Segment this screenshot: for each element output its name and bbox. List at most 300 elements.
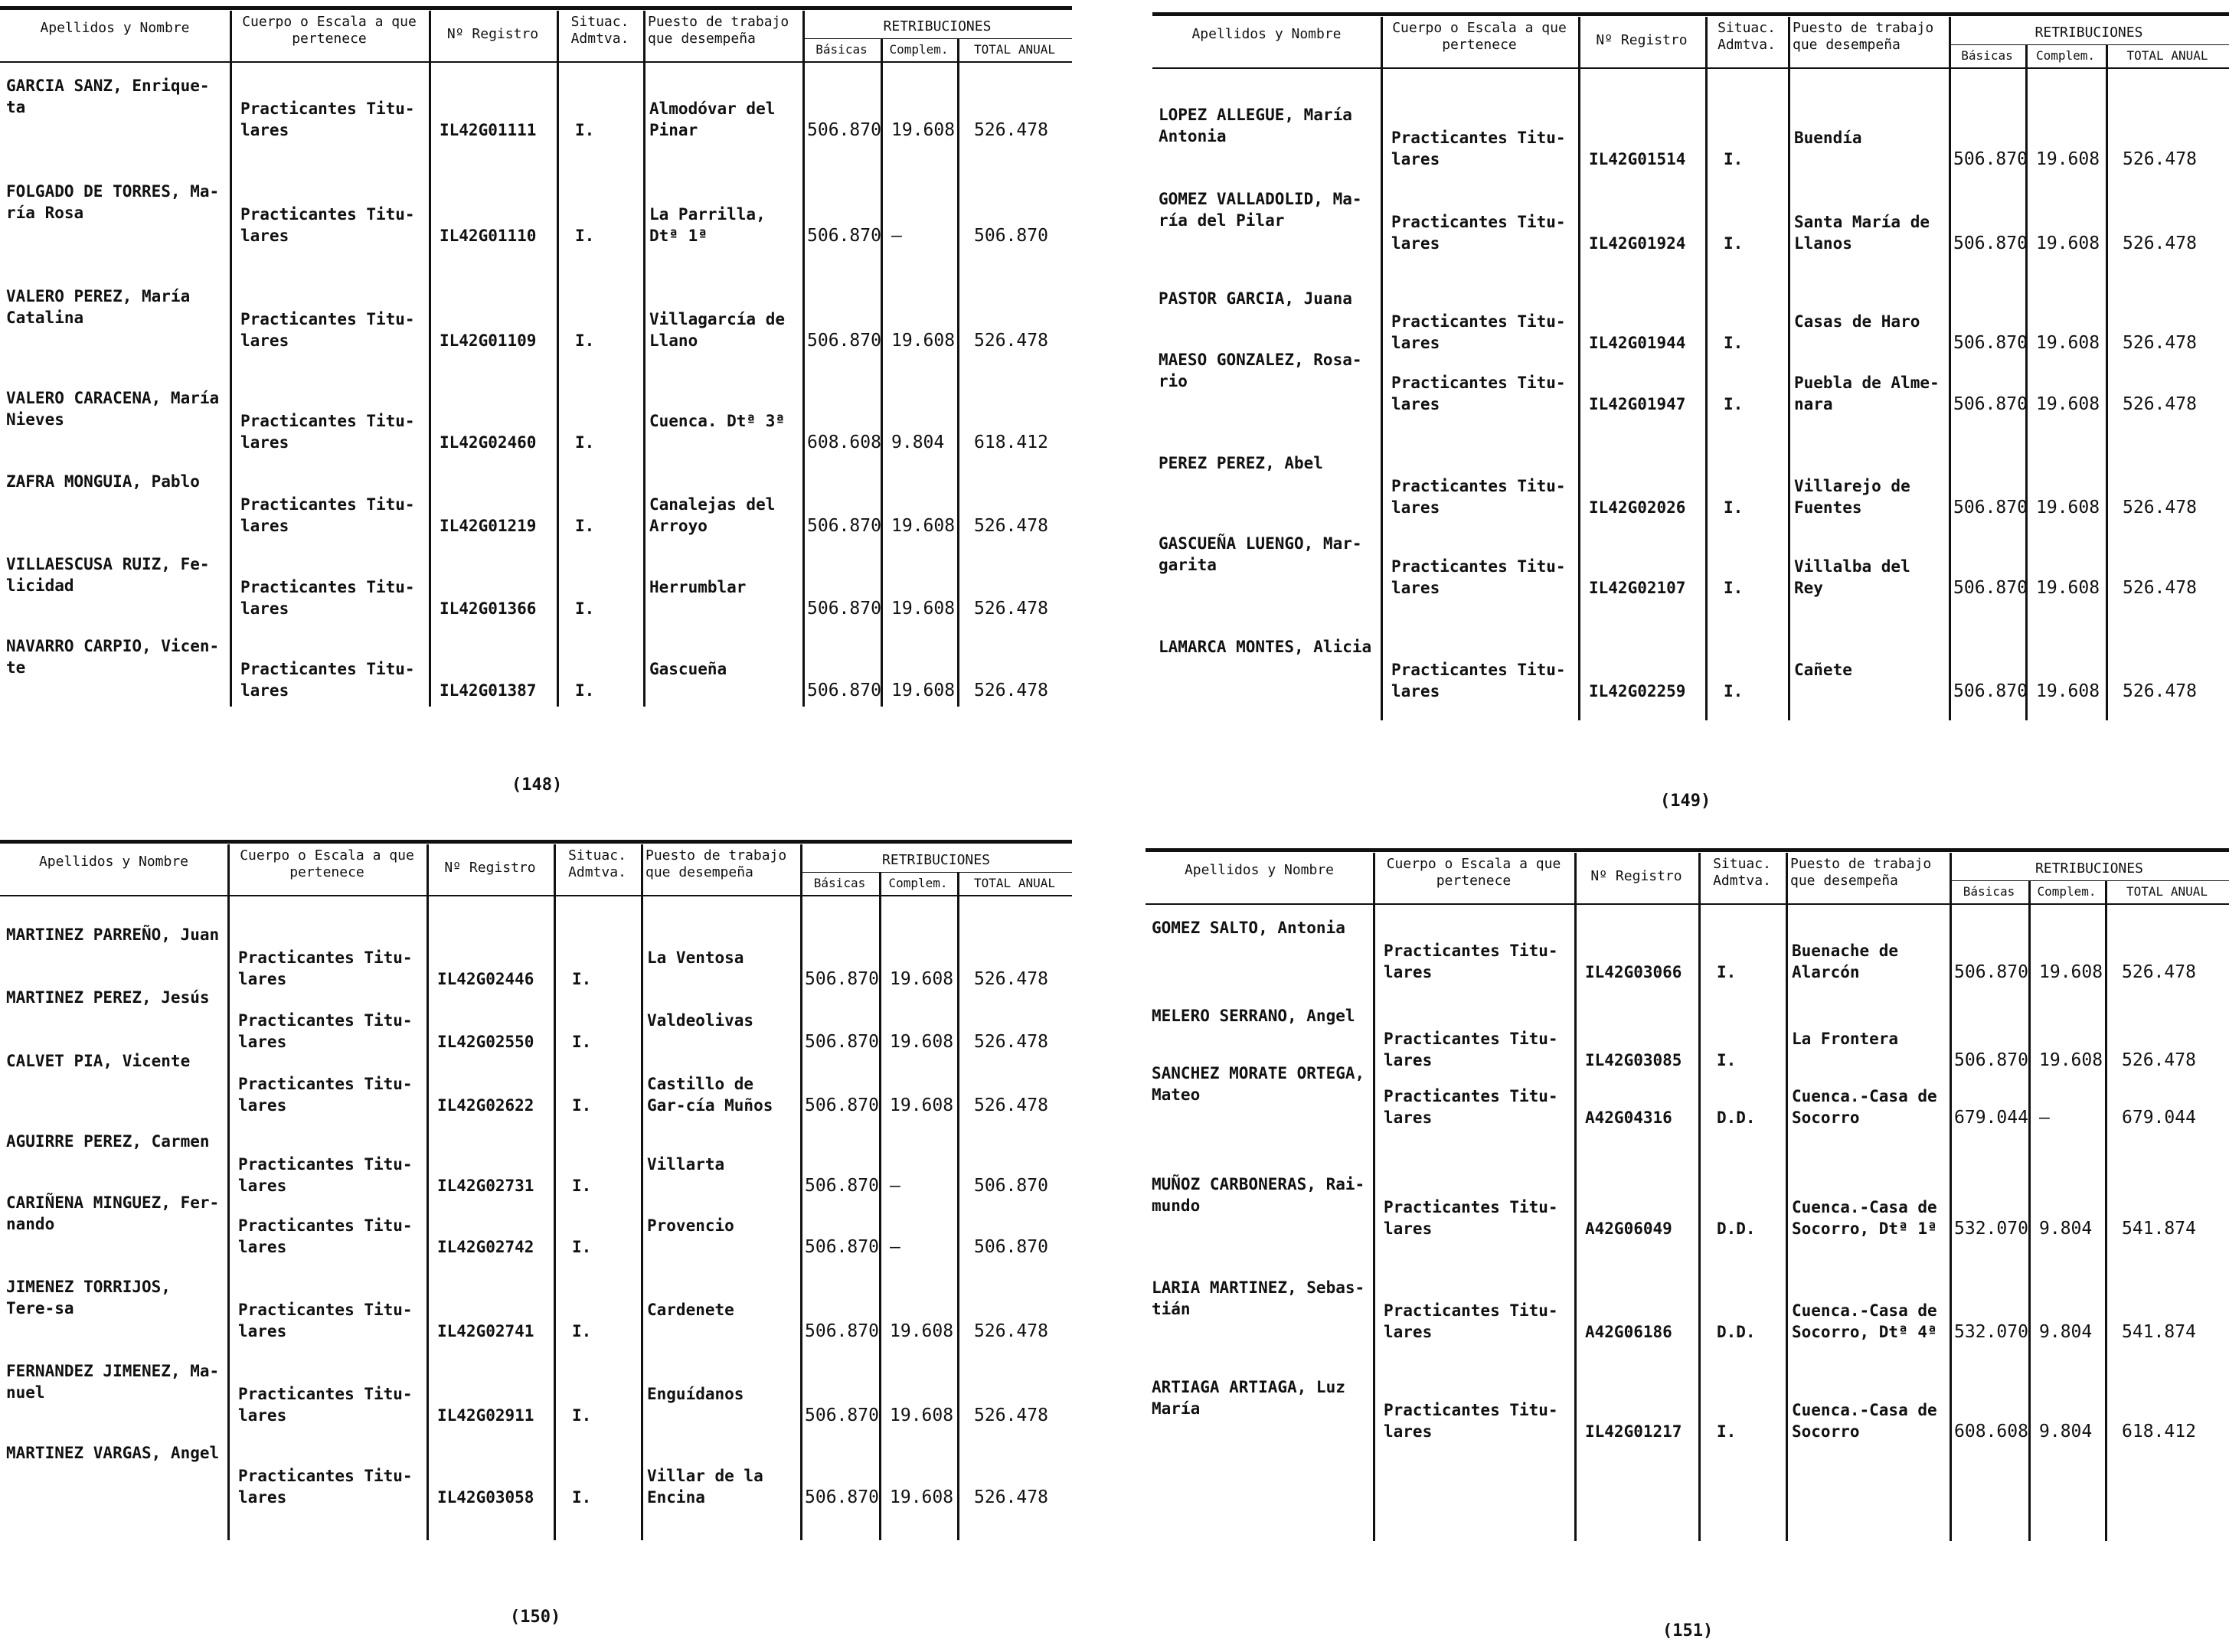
table-row — [0, 1276, 1072, 1360]
retribuciones-rule — [1949, 44, 2229, 45]
registro-value: IL42G02731 — [437, 1177, 534, 1195]
table-row — [1152, 188, 2229, 273]
registro-value: IL42G01217 — [1585, 1422, 1682, 1441]
complem-value: 19.608 — [2036, 578, 2100, 598]
puesto-value: Villar de la Encina — [647, 1467, 763, 1507]
total-value: 526.478 — [974, 120, 1048, 140]
complem-value: — — [891, 226, 902, 246]
registro-value: IL42G02446 — [437, 970, 534, 988]
complem-value: 19.608 — [2036, 681, 2100, 701]
basicas-value: 506.870 — [807, 226, 881, 246]
cuerpo-value: Practicantes Titu-lares — [240, 100, 415, 139]
total-value: 526.478 — [2123, 681, 2197, 701]
cuerpo-value: Practicantes Titu-lares — [1391, 557, 1566, 597]
complem-value: 19.608 — [890, 1406, 954, 1425]
header-registro: Nº Registro — [446, 26, 539, 42]
header-rule — [0, 61, 1072, 63]
basicas-value: 506.870 — [805, 1095, 879, 1115]
situac-value: I. — [1717, 963, 1737, 981]
basicas-value: 532.070 — [1954, 1219, 2028, 1239]
registro-value: IL42G01947 — [1589, 395, 1686, 413]
total-value: 618.412 — [974, 433, 1048, 452]
situac-value: I. — [1724, 334, 1744, 352]
registro-value: IL42G03066 — [1585, 963, 1682, 981]
puesto-value: Villalba del Rey — [1794, 557, 1910, 597]
table-panel — [1152, 12, 2229, 822]
employee-name: LAMARCA MONTES, Alicia — [1159, 638, 1372, 656]
table-row — [1152, 533, 2229, 617]
header-situac: Situac. Admtva. — [1718, 20, 1776, 53]
employee-name: CALVET PIA, Vicente — [6, 1052, 191, 1070]
header-name: Apellidos y Nombre — [40, 20, 190, 36]
complem-value: 19.608 — [2039, 1050, 2103, 1070]
employee-name: NAVARRO CARPIO, Vicen-te — [6, 637, 220, 677]
header-cuerpo: Cuerpo o Escala a que pertenece — [1386, 856, 1561, 889]
basicas-value: 506.870 — [807, 331, 881, 351]
basicas-value: 506.870 — [1953, 681, 2028, 701]
employee-name: GOMEZ SALTO, Antonia — [1152, 919, 1345, 937]
page-number: (149) — [1660, 792, 1711, 811]
registro-value: A42G06186 — [1585, 1323, 1672, 1341]
total-value: 526.478 — [2123, 394, 2197, 414]
situac-value: I. — [575, 599, 595, 618]
complem-value: 19.608 — [2036, 394, 2100, 414]
header-retribuciones: RETRIBUCIONES — [2035, 860, 2143, 877]
situac-value: I. — [1724, 150, 1744, 168]
header-puesto: Puesto de trabajo que desempeña — [1793, 20, 1934, 53]
total-value: 526.478 — [974, 516, 1048, 536]
situac-value: D.D. — [1717, 1323, 1756, 1341]
total-value: 526.478 — [974, 1406, 1048, 1425]
basicas-value: 506.870 — [805, 1237, 879, 1257]
employee-name: FERNANDEZ JIMENEZ, Ma-nuel — [6, 1362, 220, 1402]
cuerpo-value: Practicantes Titu-lares — [1391, 374, 1566, 413]
situac-value: I. — [575, 433, 595, 452]
total-value: 506.870 — [974, 1176, 1048, 1196]
situac-value: I. — [572, 970, 592, 988]
situac-value: I. — [1724, 682, 1744, 700]
puesto-value: Cuenca.-Casa de Socorro — [1792, 1087, 1937, 1127]
cuerpo-value: Practicantes Titu-lares — [240, 205, 415, 245]
table-row — [1146, 917, 2229, 1001]
header-puesto: Puesto de trabajo que desempeña — [645, 847, 787, 880]
employee-name: AGUIRRE PEREZ, Carmen — [6, 1132, 210, 1151]
registro-value: IL42G03085 — [1585, 1051, 1682, 1069]
basicas-value: 608.608 — [807, 433, 881, 452]
employee-name: LOPEZ ALLEGUE, María Antonia — [1159, 106, 1352, 145]
table-row — [1146, 1174, 2229, 1258]
table-panel — [1146, 848, 2229, 1652]
employee-name: MAESO GONZALEZ, Rosa-rio — [1159, 351, 1362, 390]
total-value: 526.478 — [974, 1321, 1048, 1341]
basicas-value: 506.870 — [1953, 578, 2028, 598]
puesto-value: Puebla de Alme-nara — [1794, 374, 1940, 413]
employee-name: PASTOR GARCIA, Juana — [1159, 289, 1352, 308]
puesto-value: Cuenca.-Casa de Socorro, Dtª 1ª — [1792, 1198, 1937, 1238]
complem-value: 19.608 — [890, 969, 954, 989]
employee-name: LARIA MARTINEZ, Sebas-tián — [1152, 1278, 1365, 1318]
registro-value: IL42G02622 — [437, 1096, 534, 1115]
basicas-value: 506.870 — [805, 1032, 879, 1052]
employee-name: VALERO CARACENA, María Nieves — [6, 389, 220, 429]
header-complem: Complem. — [2037, 884, 2097, 899]
puesto-value: Casas de Haro — [1794, 312, 1920, 331]
situac-value: I. — [575, 121, 595, 139]
table-row — [0, 1442, 1072, 1526]
situac-value: I. — [572, 1096, 592, 1115]
puesto-value: La Frontera — [1792, 1030, 1899, 1048]
basicas-value: 506.870 — [805, 1487, 879, 1507]
total-value: 526.478 — [2123, 578, 2197, 598]
complem-value: — — [2039, 1108, 2050, 1128]
total-value: 541.874 — [2122, 1322, 2196, 1342]
situac-value: I. — [1717, 1422, 1737, 1441]
employee-name: FOLGADO DE TORRES, Ma-ría Rosa — [6, 182, 220, 222]
table-row — [0, 635, 1072, 720]
situac-value: I. — [572, 1238, 592, 1256]
table-top-rule — [1152, 12, 2229, 16]
registro-value: IL42G02911 — [437, 1406, 534, 1425]
header-retribuciones: RETRIBUCIONES — [882, 852, 990, 868]
header-basicas: Básicas — [1963, 884, 2015, 899]
situac-value: I. — [572, 1322, 592, 1340]
situac-value: I. — [572, 1488, 592, 1507]
employee-name: MELERO SERRANO, Angel — [1152, 1007, 1355, 1025]
employee-name: GARCIA SANZ, Enrique-ta — [6, 77, 210, 116]
situac-value: I. — [572, 1177, 592, 1195]
total-value: 526.478 — [974, 1487, 1048, 1507]
table-row — [0, 181, 1072, 265]
total-value: 526.478 — [2123, 498, 2197, 517]
cuerpo-value: Practicantes Titu-lares — [1384, 1198, 1558, 1238]
total-value: 526.478 — [2122, 1050, 2196, 1070]
table-panel — [0, 6, 1072, 806]
situac-value: I. — [572, 1033, 592, 1051]
basicas-value: 506.870 — [1954, 962, 2028, 982]
header-situac: Situac. Admtva. — [568, 847, 626, 880]
registro-value: IL42G01219 — [440, 517, 537, 535]
puesto-value: Valdeolivas — [647, 1011, 754, 1030]
situac-value: I. — [1724, 498, 1744, 517]
header-retribuciones: RETRIBUCIONES — [883, 18, 992, 34]
cuerpo-value: Practicantes Titu-lares — [1391, 661, 1566, 700]
header-puesto: Puesto de trabajo que desempeña — [1790, 856, 1932, 889]
puesto-value: Castillo de Gar-cía Muños — [647, 1075, 773, 1115]
header-retribuciones: RETRIBUCIONES — [2035, 24, 2143, 41]
page-number: (150) — [510, 1608, 561, 1627]
complem-value: 19.608 — [2036, 233, 2100, 253]
registro-value: IL42G03058 — [437, 1488, 534, 1507]
header-total: TOTAL ANUAL — [974, 42, 1055, 57]
employee-name: VALERO PEREZ, María Catalina — [6, 287, 191, 327]
complem-value: 19.608 — [2036, 498, 2100, 517]
total-value: 526.478 — [2123, 333, 2197, 353]
employee-name: ARTIAGA ARTIAGA, Luz María — [1152, 1378, 1345, 1418]
registro-value: IL42G02742 — [437, 1238, 534, 1256]
total-value: 526.478 — [974, 681, 1048, 700]
registro-value: IL42G02107 — [1589, 579, 1686, 597]
cuerpo-value: Practicantes Titu-lares — [240, 495, 415, 535]
registro-value: A42G06049 — [1585, 1219, 1672, 1238]
header-name: Apellidos y Nombre — [1191, 26, 1342, 42]
situac-value: I. — [575, 517, 595, 535]
cuerpo-value: Practicantes Titu-lares — [238, 1467, 413, 1507]
cuerpo-value: Practicantes Titu-lares — [1384, 1401, 1558, 1441]
header-situac: Situac. Admtva. — [570, 14, 629, 47]
complem-value: 19.608 — [2036, 149, 2100, 169]
basicas-value: 506.870 — [807, 681, 881, 700]
complem-value: 9.804 — [2039, 1219, 2093, 1239]
table-row — [1146, 1376, 2229, 1461]
puesto-value: Herrumblar — [649, 578, 747, 596]
complem-value: 19.608 — [891, 681, 956, 700]
puesto-value: Cañete — [1794, 661, 1852, 679]
registro-value: IL42G01944 — [1589, 334, 1686, 352]
header-complem: Complem. — [889, 42, 949, 57]
complem-value: 9.804 — [2039, 1422, 2093, 1441]
header-registro: Nº Registro — [444, 860, 536, 876]
page-number: (151) — [1662, 1621, 1714, 1641]
employee-name: MARTINEZ PARREÑO, Juan — [6, 926, 220, 944]
page-number: (148) — [511, 775, 563, 795]
registro-value: IL42G02550 — [437, 1033, 534, 1051]
retribuciones-rule — [1950, 880, 2229, 881]
puesto-value: Provencio — [647, 1216, 734, 1235]
situac-value: I. — [1724, 234, 1744, 253]
cuerpo-value: Practicantes Titu-lares — [1384, 1301, 1558, 1341]
total-value: 526.478 — [974, 331, 1048, 351]
cuerpo-value: Practicantes Titu-lares — [1384, 942, 1558, 981]
header-total: TOTAL ANUAL — [2126, 884, 2208, 899]
table-top-rule — [1146, 848, 2229, 852]
basicas-value: 506.870 — [805, 969, 879, 989]
cuerpo-value: Practicantes Titu-lares — [1391, 129, 1566, 168]
header-complem: Complem. — [2035, 48, 2096, 63]
header-cuerpo: Cuerpo o Escala a que pertenece — [1392, 20, 1567, 53]
header-registro: Nº Registro — [1590, 868, 1682, 884]
cuerpo-value: Practicantes Titu-lares — [240, 660, 415, 700]
header-name: Apellidos y Nombre — [38, 854, 189, 870]
table-row — [0, 1192, 1072, 1276]
puesto-value: Buendía — [1794, 129, 1862, 147]
cuerpo-value: Practicantes Titu-lares — [240, 578, 415, 618]
table-row — [0, 471, 1072, 555]
total-value: 541.874 — [2122, 1219, 2196, 1239]
header-registro: Nº Registro — [1596, 32, 1688, 48]
basicas-value: 506.870 — [805, 1176, 879, 1196]
registro-value: IL42G01514 — [1589, 150, 1686, 168]
total-value: 506.870 — [974, 226, 1048, 246]
complem-value: 19.608 — [891, 599, 956, 619]
complem-value: 19.608 — [891, 331, 956, 351]
registro-value: IL42G01110 — [440, 227, 537, 245]
retribuciones-rule — [802, 38, 1072, 39]
basicas-value: 506.870 — [805, 1321, 879, 1341]
puesto-value: Cardenete — [647, 1301, 734, 1319]
total-value: 526.478 — [974, 1095, 1048, 1115]
cuerpo-value: Practicantes Titu-lares — [1384, 1030, 1558, 1069]
registro-value: IL42G02259 — [1589, 682, 1686, 700]
employee-name: JIMENEZ TORRIJOS, Tere-sa — [6, 1278, 171, 1317]
cuerpo-value: Practicantes Titu-lares — [240, 412, 415, 452]
puesto-value: La Ventosa — [647, 948, 744, 967]
registro-value: IL42G01109 — [440, 331, 537, 350]
registro-value: IL42G01111 — [440, 121, 537, 139]
complem-value: 19.608 — [891, 120, 956, 140]
basicas-value: 506.870 — [807, 120, 881, 140]
header-total: TOTAL ANUAL — [2126, 48, 2208, 63]
complem-value: 19.608 — [890, 1321, 954, 1341]
total-value: 679.044 — [2122, 1108, 2196, 1128]
complem-value: 19.608 — [890, 1487, 954, 1507]
registro-value: IL42G01387 — [440, 681, 537, 700]
employee-name: VILLAESCUSA RUIZ, Fe-licidad — [6, 555, 210, 595]
table-row — [1146, 1277, 2229, 1361]
table-row — [0, 75, 1072, 159]
header-rule — [0, 895, 1072, 896]
header-cuerpo: Cuerpo o Escala a que pertenece — [240, 847, 414, 880]
basicas-value: 506.870 — [805, 1406, 879, 1425]
registro-value: IL42G02460 — [440, 433, 537, 452]
puesto-value: Cuenca.-Casa de Socorro, Dtª 4ª — [1792, 1301, 1937, 1341]
employee-name: GOMEZ VALLADOLID, Ma-ría del Pilar — [1159, 190, 1362, 230]
table-row — [1152, 636, 2229, 720]
employee-name: SANCHEZ MORATE ORTEGA, Mateo — [1152, 1064, 1365, 1104]
table-row — [0, 387, 1072, 472]
cuerpo-value: Practicantes Titu-lares — [1384, 1087, 1558, 1127]
employee-name: GASCUEÑA LUENGO, Mar-garita — [1159, 534, 1362, 574]
table-row — [1152, 349, 2229, 433]
situac-value: I. — [1724, 579, 1744, 597]
puesto-value: Buenache de Alarcón — [1792, 942, 1899, 981]
complem-value: 19.608 — [891, 516, 956, 536]
employee-name: MARTINEZ VARGAS, Angel — [6, 1444, 220, 1462]
basicas-value: 506.870 — [1954, 1050, 2028, 1070]
cuerpo-value: Practicantes Titu-lares — [240, 310, 415, 350]
employee-name: ZAFRA MONGUIA, Pablo — [6, 472, 200, 491]
total-value: 526.478 — [2123, 149, 2197, 169]
basicas-value: 506.870 — [1953, 149, 2028, 169]
basicas-value: 506.870 — [1953, 333, 2028, 353]
puesto-value: Villarta — [647, 1155, 725, 1174]
basicas-value: 506.870 — [1953, 233, 2028, 253]
registro-value: IL42G01924 — [1589, 234, 1686, 253]
table-row — [0, 286, 1072, 370]
situac-value: I. — [575, 227, 595, 245]
puesto-value: La Parrilla, Dtª 1ª — [649, 205, 766, 245]
cuerpo-value: Practicantes Titu-lares — [238, 1385, 413, 1425]
puesto-value: Enguídanos — [647, 1385, 744, 1403]
retribuciones-rule — [800, 872, 1072, 873]
table-row — [1146, 1063, 2229, 1147]
situac-value: D.D. — [1717, 1108, 1756, 1127]
registro-value: IL42G02026 — [1589, 498, 1686, 517]
basicas-value: 506.870 — [1953, 498, 2028, 517]
table-row — [1152, 104, 2229, 188]
total-value: 506.870 — [974, 1237, 1048, 1257]
table-row — [0, 553, 1072, 638]
header-complem: Complem. — [888, 876, 948, 890]
puesto-value: Canalejas del Arroyo — [649, 495, 776, 535]
puesto-value: Santa María de Llanos — [1794, 213, 1930, 253]
situac-value: I. — [575, 681, 595, 700]
complem-value: 19.608 — [890, 1032, 954, 1052]
complem-value: — — [890, 1237, 900, 1257]
total-value: 526.478 — [974, 1032, 1048, 1052]
header-rule — [1146, 903, 2229, 905]
basicas-value: 608.608 — [1954, 1422, 2028, 1441]
total-value: 526.478 — [2123, 233, 2197, 253]
basicas-value: 679.044 — [1954, 1108, 2028, 1128]
basicas-value: 506.870 — [1953, 394, 2028, 414]
puesto-value: Gascueña — [649, 660, 727, 678]
registro-value: IL42G01366 — [440, 599, 537, 618]
total-value: 618.412 — [2122, 1422, 2196, 1441]
header-basicas: Básicas — [813, 876, 866, 890]
puesto-value: Almodóvar del Pinar — [649, 100, 776, 139]
basicas-value: 532.070 — [1954, 1322, 2028, 1342]
cuerpo-value: Practicantes Titu-lares — [238, 1155, 413, 1195]
cuerpo-value: Practicantes Titu-lares — [1391, 312, 1566, 352]
situac-value: I. — [1717, 1051, 1737, 1069]
basicas-value: 506.870 — [807, 599, 881, 619]
header-puesto: Puesto de trabajo que desempeña — [648, 14, 789, 47]
cuerpo-value: Practicantes Titu-lares — [238, 948, 413, 988]
cuerpo-value: Practicantes Titu-lares — [1391, 213, 1566, 253]
cuerpo-value: Practicantes Titu-lares — [238, 1075, 413, 1115]
complem-value: 19.608 — [2039, 962, 2103, 982]
complem-value: 19.608 — [2036, 333, 2100, 353]
situac-value: I. — [572, 1406, 592, 1425]
situac-value: I. — [575, 331, 595, 350]
complem-value: — — [890, 1176, 900, 1196]
total-value: 526.478 — [974, 599, 1048, 619]
total-value: 526.478 — [974, 969, 1048, 989]
employee-name: MARTINEZ PEREZ, Jesús — [6, 988, 210, 1007]
situac-value: I. — [1724, 395, 1744, 413]
complem-value: 9.804 — [891, 433, 945, 452]
employee-name: CARIÑENA MINGUEZ, Fer-nando — [6, 1193, 220, 1233]
cuerpo-value: Practicantes Titu-lares — [1391, 477, 1566, 517]
employee-name: MUÑOZ CARBONERAS, Rai-mundo — [1152, 1175, 1365, 1215]
puesto-value: Villagarcía de Llano — [649, 310, 786, 350]
registro-value: IL42G02741 — [437, 1322, 534, 1340]
header-basicas: Básicas — [1961, 48, 2013, 63]
table-row — [1152, 452, 2229, 537]
header-cuerpo: Cuerpo o Escala a que pertenece — [242, 14, 417, 47]
table-panel — [0, 840, 1072, 1638]
cuerpo-value: Practicantes Titu-lares — [238, 1216, 413, 1256]
total-value: 526.478 — [2122, 962, 2196, 982]
basicas-value: 506.870 — [807, 516, 881, 536]
table-row — [0, 1050, 1072, 1135]
table-top-rule — [0, 840, 1072, 844]
situac-value: D.D. — [1717, 1219, 1756, 1238]
puesto-value: Cuenca. Dtª 3ª — [649, 412, 786, 430]
complem-value: 19.608 — [890, 1095, 954, 1115]
header-situac: Situac. Admtva. — [1713, 856, 1771, 889]
complem-value: 9.804 — [2039, 1322, 2093, 1342]
table-row — [0, 1360, 1072, 1445]
puesto-value: Cuenca.-Casa de Socorro — [1792, 1401, 1937, 1441]
header-rule — [1152, 67, 2229, 69]
puesto-value: Villarejo de Fuentes — [1794, 477, 1910, 517]
header-name: Apellidos y Nombre — [1184, 862, 1335, 878]
cuerpo-value: Practicantes Titu-lares — [238, 1301, 413, 1340]
table-top-rule — [0, 6, 1072, 10]
employee-name: PEREZ PEREZ, Abel — [1159, 454, 1323, 472]
cuerpo-value: Practicantes Titu-lares — [238, 1011, 413, 1051]
